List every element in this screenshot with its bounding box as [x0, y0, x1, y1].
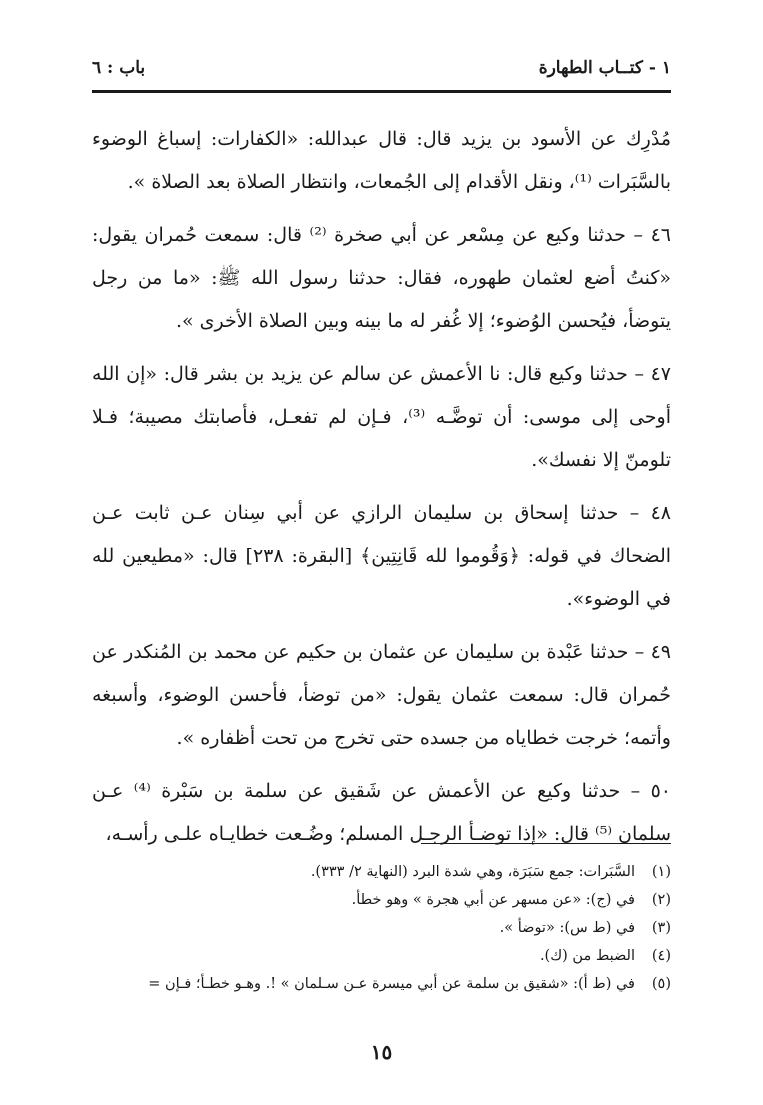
- footnote-number: (١): [651, 864, 671, 880]
- footnote-4: [92, 942, 671, 970]
- hadith-48: ٤٨ – حدثنا إسحاق بن سليمان الرازي عن أبي سِنان عـن ثابت عـن الضحاك في قوله: ﴿وَقُوموا لله قَانِتِين﴾ [البقرة: ٢٣٨] قال: «مطيعين لله في الوضوء».: [92, 502, 672, 610]
- running-header: [92, 50, 671, 93]
- hadith-49: ٤٩ – حدثنا عَبْدة بن سليمان عن عثمان بن حكيم عن محمد بن المُنكدر عن حُمران قال: سمعت عثمان يقول: «من توضأ، فأحسن الوضوء، وأسبغه وأتمه؛ خرجت خطاياه من جسده حتى تخرج من تحت أظفاره ».: [92, 641, 671, 749]
- hadith-50: ٥٠ – حدثنا وكيع عن الأعمش عن شَقيق عن سلمة بن سَبْرة ⁽⁴⁾ عـن سلمان ⁽⁵⁾ قال: «إذا توضـأ الرجـل المسلم؛ وضُـعت خطايـاه علـى رأسـه،: [92, 780, 671, 845]
- footnote-text: في (ط أ): «شقيق بن سلمة عن أبي ميسرة عـن سـلمان » !. وهـو خطـأ؛ فـإن =: [148, 976, 635, 992]
- footnote-5: [92, 970, 671, 998]
- footnote-text: في (ط س): «توضأ ».: [499, 920, 635, 936]
- footnote-number: (٤): [651, 948, 671, 964]
- hadith-46: ٤٦ – حدثنا وكيع عن مِسْعر عن أبي صخرة ⁽²⁾ قال: سمعت حُمران يقول: «كنتُ أضع لعثمان طهوره، فقال: حدثنا رسول الله ﷺ: «ما من رجل يتوضأ، فيُحسن الوُضوء؛ إلا غُفر له ما بينه وبين الصلاة الأخرى ».: [92, 224, 671, 332]
- footnote-text: الضبط من (ك).: [539, 948, 635, 964]
- footnote-text: في (ج): «عن مسهر عن أبي هجرة » وهو خطأ.: [351, 892, 635, 908]
- footnote-number: (٣): [651, 920, 671, 936]
- paragraph-continuation: مُدْرِك عن الأسود بن يزيد قال: قال عبدالله: «الكفارات: إسباغ الوضوء بالسَّبَرات ⁽¹⁾، ونقل الأقدام إلى الجُمعات، وانتظار الصلاة بعد الصلاة ».: [92, 128, 671, 193]
- page-number: ١٥: [370, 1040, 393, 1064]
- footnote-1: [92, 858, 671, 886]
- footnote-number: (٥): [651, 976, 671, 992]
- main-text: [92, 118, 671, 866]
- footnotes: [92, 858, 671, 998]
- chapter-label: باب : ٦: [92, 58, 146, 78]
- footnote-text: السَّبَرات: جمع سَبَرَة، وهي شدة البرد (النهاية ٢/ ٣٣٣).: [310, 864, 635, 880]
- book-title: ١ - كتــاب الطهارة: [538, 58, 671, 78]
- footnote-number: (٢): [651, 892, 671, 908]
- hadith-47: ٤٧ – حدثنا وكيع قال: نا الأعمش عن سالم عن يزيد بن بشر قال: «إن الله أوحى إلى موسى: أن توضَّـه ⁽³⁾، فـإن لم تفعـل، فأصابتك مصيبة؛ فـلا تلومنّ إلا نفسك».: [92, 363, 671, 471]
- footnote-divider: [421, 843, 671, 844]
- footnote-3: [92, 914, 671, 942]
- footnote-2: [92, 886, 671, 914]
